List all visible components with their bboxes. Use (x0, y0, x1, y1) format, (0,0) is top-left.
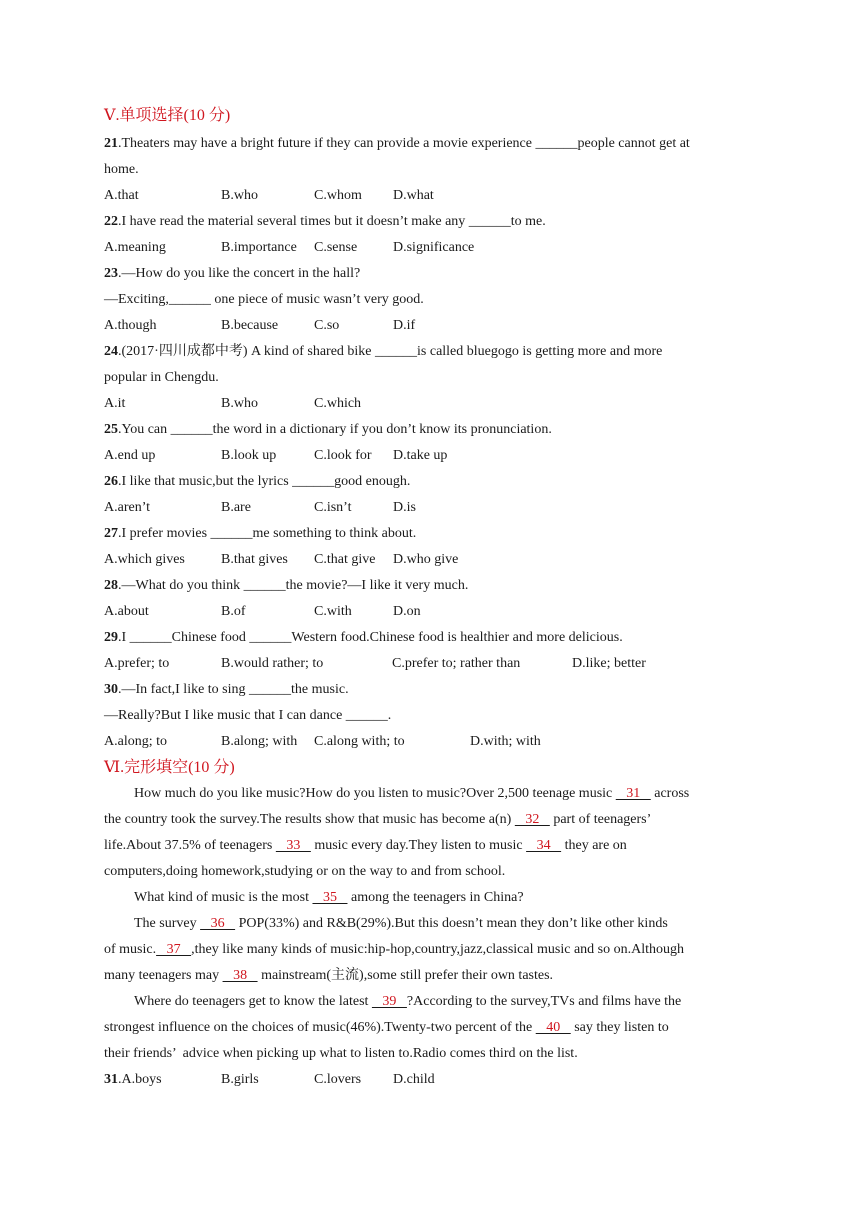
passage-text: across (650, 786, 690, 801)
question-24 (104, 339, 760, 365)
blank-37: 37 (156, 942, 192, 957)
question-21-continued: home. (104, 162, 139, 177)
option-a: A.though (104, 318, 157, 333)
option-a: A.it (104, 396, 126, 411)
question-number: 26 (104, 474, 118, 489)
question-23 (104, 261, 760, 287)
passage-text: many teenagers may (104, 968, 223, 983)
option-d: D.if (393, 318, 416, 333)
question-text: .—In fact,I like to sing ______the music. (118, 682, 349, 697)
passage-text: part of teenagers’ (549, 812, 652, 827)
question-text: .(2017·四川成都中考) A kind of shared bike ______is called bluegogo is getting more and more (118, 344, 663, 359)
option-d: D.is (393, 500, 416, 515)
blank-35: 35 (312, 890, 348, 905)
option-a: A.prefer; to (104, 656, 170, 671)
question-number: 29 (104, 630, 118, 645)
passage-text: say they listen to (570, 1020, 669, 1035)
passage-line (104, 807, 800, 833)
blank-39: 39 (371, 994, 407, 1009)
question-24-continued: popular in Chengdu. (104, 370, 219, 385)
option-b: B.would rather; to (221, 656, 324, 671)
passage-text: life.About 37.5% of teenagers (104, 838, 276, 853)
section-heading-cloze: Ⅵ.完形填空(10 分) (104, 759, 235, 776)
passage-text: POP(33%) and R&B(29%).But this doesn’t mean they don’t like other kinds (235, 916, 668, 931)
question-30-continued: —Really?But I like music that I can dance ______. (104, 708, 392, 723)
passage-text: Where do teenagers get to know the latest (134, 994, 372, 1009)
question-number: 27 (104, 526, 118, 541)
question-30 (104, 677, 760, 703)
option-b: B.that gives (221, 552, 288, 567)
option-b: B.importance (221, 240, 297, 255)
question-text: .I ______Chinese food ______Western food.Chinese food is healthier and more delicious. (118, 630, 623, 645)
option-d: D.who give (393, 552, 459, 567)
section-heading-single-choice: Ⅴ.单项选择(10 分) (104, 107, 231, 124)
option-d: D.significance (393, 240, 475, 255)
passage-text: among the teenagers in China? (347, 890, 524, 905)
question-number: 24 (104, 344, 118, 359)
option-c: C.lovers (314, 1072, 362, 1087)
passage-line (134, 989, 800, 1015)
options-30 (104, 729, 760, 755)
passage-text: How much do you like music?How do you listen to music?Over 2,500 teenage music (134, 786, 616, 801)
question-number: 30 (104, 682, 118, 697)
option-c: C.look for (314, 448, 372, 463)
options-21 (104, 183, 760, 209)
question-number: 21 (104, 136, 118, 151)
option-b: B.of (221, 604, 246, 619)
option-a (104, 1067, 162, 1093)
question-text: .I prefer movies ______me something to think about. (118, 526, 417, 541)
option-a: A.along; to (104, 734, 167, 749)
question-27 (104, 521, 760, 547)
question-number: 28 (104, 578, 118, 593)
options-27 (104, 547, 760, 573)
option-d: D.like; better (572, 656, 646, 671)
option-b: B.are (221, 500, 251, 515)
option-c: C.with (314, 604, 352, 619)
question-number: 23 (104, 266, 118, 281)
blank-36: 36 (200, 916, 236, 931)
options-26 (104, 495, 760, 521)
option-a: A.which gives (104, 552, 185, 567)
option-d: D.what (393, 188, 434, 203)
option-b: B.who (221, 188, 258, 203)
question-text: .I have read the material several times but it doesn’t make any ______to me. (118, 214, 546, 229)
passage-line (104, 1015, 800, 1041)
option-c: C.whom (314, 188, 362, 203)
blank-34: 34 (526, 838, 562, 853)
option-b: B.look up (221, 448, 277, 463)
passage-text: mainstream(主流),some still prefer their own tastes. (257, 968, 554, 983)
option-c: C.sense (314, 240, 358, 255)
passage-line: their friends’ advice when picking up what to listen to.Radio comes third on the list. (104, 1046, 578, 1061)
options-29 (104, 651, 760, 677)
question-26 (104, 469, 760, 495)
question-number: 22 (104, 214, 118, 229)
option-c: C.isn’t (314, 500, 352, 515)
option-b: B.because (221, 318, 279, 333)
option-a: A.about (104, 604, 149, 619)
passage-text: strongest influence on the choices of music(46%).Twenty-two percent of the (104, 1020, 536, 1035)
question-23-continued: —Exciting,______ one piece of music wasn’t very good. (104, 292, 424, 307)
options-24 (104, 391, 760, 417)
passage-text: The survey (134, 916, 201, 931)
passage-line (104, 963, 800, 989)
option-a: A.that (104, 188, 139, 203)
option-d: D.with; with (470, 734, 541, 749)
question-text: .I like that music,but the lyrics ______good enough. (118, 474, 411, 489)
passage-line (134, 911, 800, 937)
passage-line: computers,doing homework,studying or on the way to and from school. (104, 864, 506, 879)
option-a-text: .A.boys (118, 1072, 162, 1087)
question-number: 31 (104, 1072, 118, 1087)
passage-text: ?According to the survey,TVs and films have the (406, 994, 682, 1009)
option-b: B.girls (221, 1072, 259, 1087)
question-number: 25 (104, 422, 118, 437)
option-d: D.take up (393, 448, 448, 463)
blank-38: 38 (222, 968, 258, 983)
option-c: C.that give (314, 552, 376, 567)
options-28 (104, 599, 760, 625)
passage-text: ,they like many kinds of music:hip-hop,country,jazz,classical music and so on.Although (191, 942, 684, 957)
passage-text: of music. (104, 942, 157, 957)
options-31 (104, 1067, 760, 1093)
question-text: .—What do you think ______the movie?—I like it very much. (118, 578, 469, 593)
options-23 (104, 313, 760, 339)
question-text: .Theaters may have a bright future if they can provide a movie experience ______people cannot get at (118, 136, 690, 151)
question-21 (104, 131, 760, 157)
passage-line (104, 833, 800, 859)
option-c: C.prefer to; rather than (392, 656, 521, 671)
question-text: .—How do you like the concert in the hall? (118, 266, 361, 281)
option-b: B.along; with (221, 734, 298, 749)
passage-text: music every day.They listen to music (310, 838, 527, 853)
passage-line (104, 937, 800, 963)
passage-text: the country took the survey.The results show that music has become a(n) (104, 812, 515, 827)
options-25 (104, 443, 760, 469)
option-a: A.end up (104, 448, 156, 463)
option-c: C.which (314, 396, 362, 411)
question-29 (104, 625, 760, 651)
passage-text: they are on (561, 838, 627, 853)
passage-line (134, 885, 800, 911)
question-22 (104, 209, 760, 235)
blank-40: 40 (535, 1020, 571, 1035)
option-a: A.aren’t (104, 500, 150, 515)
question-25 (104, 417, 760, 443)
blank-33: 33 (275, 838, 311, 853)
options-22 (104, 235, 760, 261)
option-d: D.on (393, 604, 421, 619)
option-c: C.along with; to (314, 734, 405, 749)
blank-32: 32 (514, 812, 550, 827)
question-text: .You can ______the word in a dictionary if you don’t know its pronunciation. (118, 422, 552, 437)
option-a: A.meaning (104, 240, 166, 255)
blank-31: 31 (615, 786, 651, 801)
passage-text: What kind of music is the most (134, 890, 313, 905)
option-b: B.who (221, 396, 258, 411)
passage-line (134, 781, 800, 807)
option-c: C.so (314, 318, 340, 333)
option-d: D.child (393, 1072, 435, 1087)
question-28 (104, 573, 760, 599)
